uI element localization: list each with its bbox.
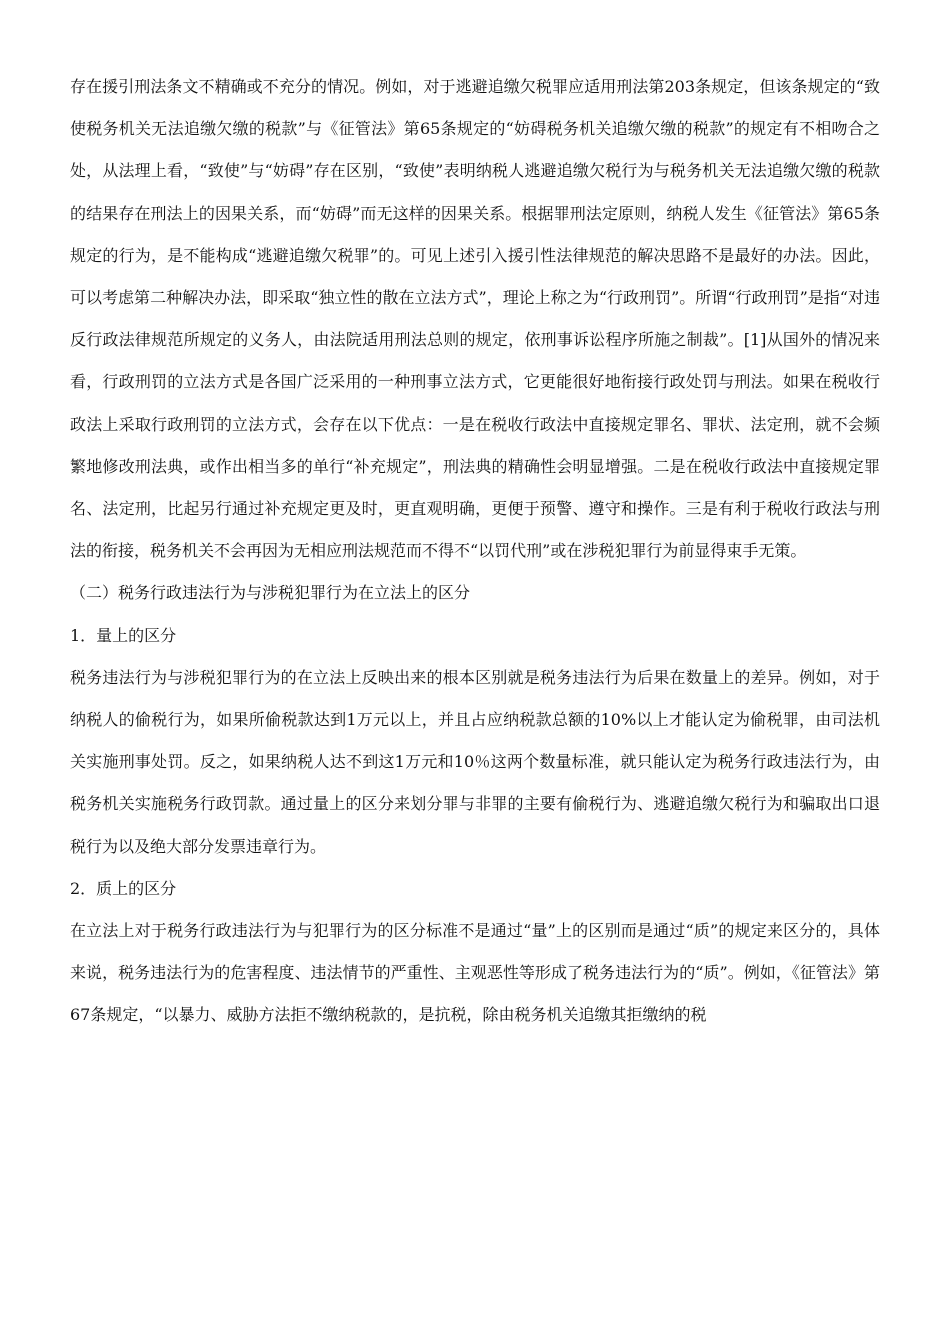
body-paragraph-1: 存在援引刑法条文不精确或不充分的情况。例如，对于逃避追缴欠税罪应适用刑法第203条规定，但该条规定的“致使税务机关无法追缴欠缴的税款”与《征管法》第65条规定的“妨碍税务机关追缴欠缴的税款”的规定有不相吻合之处，从法理上看，“致使”与“妨碍”存在区别，“致使”表明纳税人逃避追缴欠税行为与税务机关无法追缴欠缴的税款的结果存在刑法上的因果关系，而“妨碍”而无这样的因果关系。根据罪刑法定原则，纳税人发生《征管法》第65条规定的行为，是不能构成“逃避追缴欠税罪”的。可见上述引入援引性法律规范的解决思路不是最好的办法。因此，可以考虑第二种解决办法，即采取“独立性的散在立法方式”，理论上称之为“行政刑罚”。所谓“行政刑罚”是指“对违反行政法律规范所规定的义务人，由法院适用刑法总则的规定，依刑事诉讼程序所施之制裁”。[1]从国外的情况来看，行政刑罚的立法方式是各国广泛采用的一种刑事立法方式，它更能很好地衔接行政处罚与刑法。如果在税收行政法上采取行政刑罚的立法方式，会存在以下优点：一是在税收行政法中直接规定罪名、罪状、法定刑，就不会频繁地修改刑法典，或作出相当多的单行“补充规定”，刑法典的精确性会明显增强。二是在税收行政法中直接规定罪名、法定刑，比起另行通过补充规定更及时，更直观明确，更便于预警、遵守和操作。三是有利于税收行政法与刑法的衔接，税务机关不会再因为无相应刑法规范而不得不“以罚代刑”或在涉税犯罪行为前显得束手无策。 [70,77,880,561]
subsection-heading-2: 2．质上的区分 [70,878,177,898]
body-paragraph-3: 在立法上对于税务行政违法行为与犯罪行为的区分标准不是通过“量”上的区别而是通过“质”的规定来区分的，具体来说，税务违法行为的危害程度、违法情节的严重性、主观恶性等形成了税务违法行为的“质”。例如，《征管法》第67条规定，“以暴力、威胁方法拒不缴纳税款的，是抗税，除由税务机关追缴其拒缴纳的税 [70,921,880,1025]
section-heading-2: （二）税务行政违法行为与涉税犯罪行为在立法上的区分 [70,583,471,603]
body-paragraph-2: 税务违法行为与涉税犯罪行为的在立法上反映出来的根本区别就是税务违法行为后果在数量上的差异。例如，对于纳税人的偷税行为，如果所偷税款达到1万元以上，并且占应纳税款总额的10%以上才能认定为偷税罪，由司法机关实施刑事处罚。反之，如果纳税人达不到这1万元和10％这两个数量标准，就只能认定为税务行政违法行为，由税务机关实施税务行政罚款。通过量上的区分来划分罪与非罪的主要有偷税行为、逃避追缴欠税行为和骗取出口退税行为以及绝大部分发票违章行为。 [70,667,880,856]
document-body [70,66,880,1037]
subsection-heading-1: 1．量上的区分 [70,625,177,645]
